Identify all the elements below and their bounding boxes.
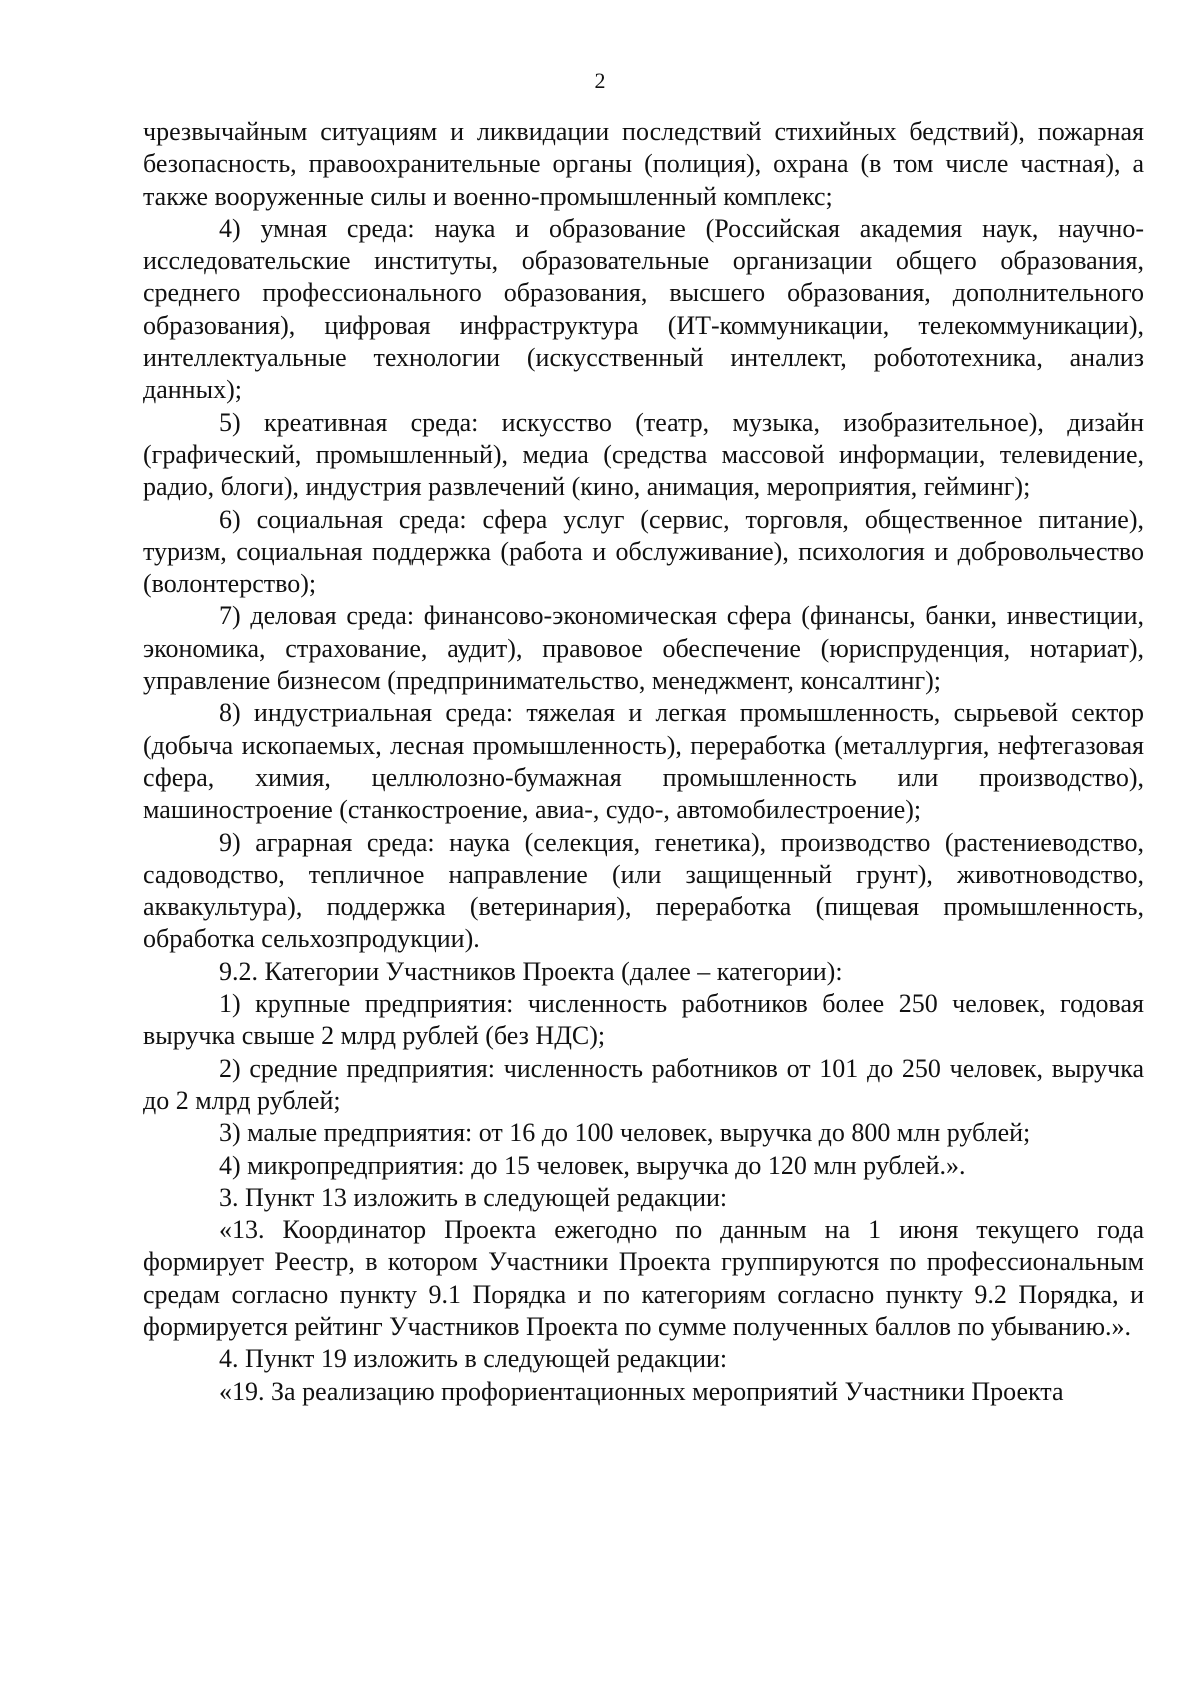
document-body xyxy=(143,116,1144,1408)
paragraph-category-small: 3) малые предприятия: от 16 до 100 человек, выручка до 800 млн рублей; xyxy=(219,1118,1031,1148)
paragraph-category-large: 1) крупные предприятия: численность работников более 250 человек, годовая выручка свыше 2 млрд рублей (без НДС); xyxy=(143,989,1144,1051)
paragraph-item-5-creative-environment: 5) креативная среда: искусство (театр, музыка, изобразительное), дизайн (графический, промышленный), медиа (средства массовой информации, телевидение, радио, блоги), индустрия развлечений (кино, анимация, мероприятия, гейминг); xyxy=(143,407,1144,502)
paragraph-section-9-2-heading: 9.2. Категории Участников Проекта (далее – категории): xyxy=(219,956,843,986)
paragraph-item-6-social-environment: 6) социальная среда: сфера услуг (сервис, торговля, общественное питание), туризм, социальная поддержка (работа и обслуживание), психология и добровольчество (волонтерство); xyxy=(143,504,1144,599)
paragraph-item-9-agrarian-environment: 9) аграрная среда: наука (селекция, генетика), производство (растениеводство, садоводство, тепличное направление (или защищенный грунт), животноводство, аквакультура), поддержка (ветеринария), переработка (пищевая промышленность, обработка сельхозпродукции). xyxy=(143,827,1144,954)
paragraph-clause-13-text: «13. Координатор Проекта ежегодно по данным на 1 июня текущего года формирует Реестр, в котором Участники Проекта группируются по профессиональным средам согласно пункту 9.1 Порядка и по категориям согласно пункту 9.2 Порядка, и формируется рейтинг Участников Проекта по сумме полученных баллов по убыванию.». xyxy=(143,1215,1144,1341)
paragraph-amendment-3-heading: 3. Пункт 13 изложить в следующей редакции: xyxy=(219,1182,728,1212)
paragraph-list-continuation: чрезвычайным ситуациям и ликвидации последствий стихийных бедствий), пожарная безопасность, правоохранительные органы (полиция), охрана (в том числе частная), а также вооруженные силы и военно-промышленный комплекс; xyxy=(143,117,1144,211)
paragraph-item-8-industrial-environment: 8) индустриальная среда: тяжелая и легкая промышленность, сырьевой сектор (добыча ископаемых, лесная промышленность), переработка (металлургия, нефтегазовая сфера, химия, целлюлозно-бумажная промышленность или производство), машиностроение (станкостроение, авиа-, судо-, автомобилестроение); xyxy=(143,698,1144,825)
paragraph-category-medium: 2) средние предприятия: численность работников от 101 до 250 человек, выручка до 2 млрд рублей; xyxy=(143,1053,1144,1115)
paragraph-clause-19-text: «19. За реализацию профориентационных мероприятий Участники Проекта xyxy=(219,1376,1064,1406)
paragraph-category-micro: 4) микропредприятия: до 15 человек, выручка до 120 млн рублей.». xyxy=(219,1150,966,1180)
page-number: 2 xyxy=(594,68,606,93)
paragraph-item-4-smart-environment: 4) умная среда: наука и образование (Российская академия наук, научно-исследовательские институты, образовательные организации общего образования, среднего профессионального образования, высшего образования, дополнительного образования), цифровая инфраструктура (ИТ-коммуникации, телекоммуникации), интеллектуальные технологии (искусственный интеллект, робототехника, анализ данных); xyxy=(143,213,1144,405)
paragraph-item-7-business-environment: 7) деловая среда: финансово-экономическая сфера (финансы, банки, инвестиции, экономика, страхование, аудит), правовое обеспечение (юриспруденция, нотариат), управление бизнесом (предпринимательство, менеджмент, консалтинг); xyxy=(143,601,1144,696)
paragraph-amendment-4-heading: 4. Пункт 19 изложить в следующей редакции: xyxy=(219,1344,728,1374)
